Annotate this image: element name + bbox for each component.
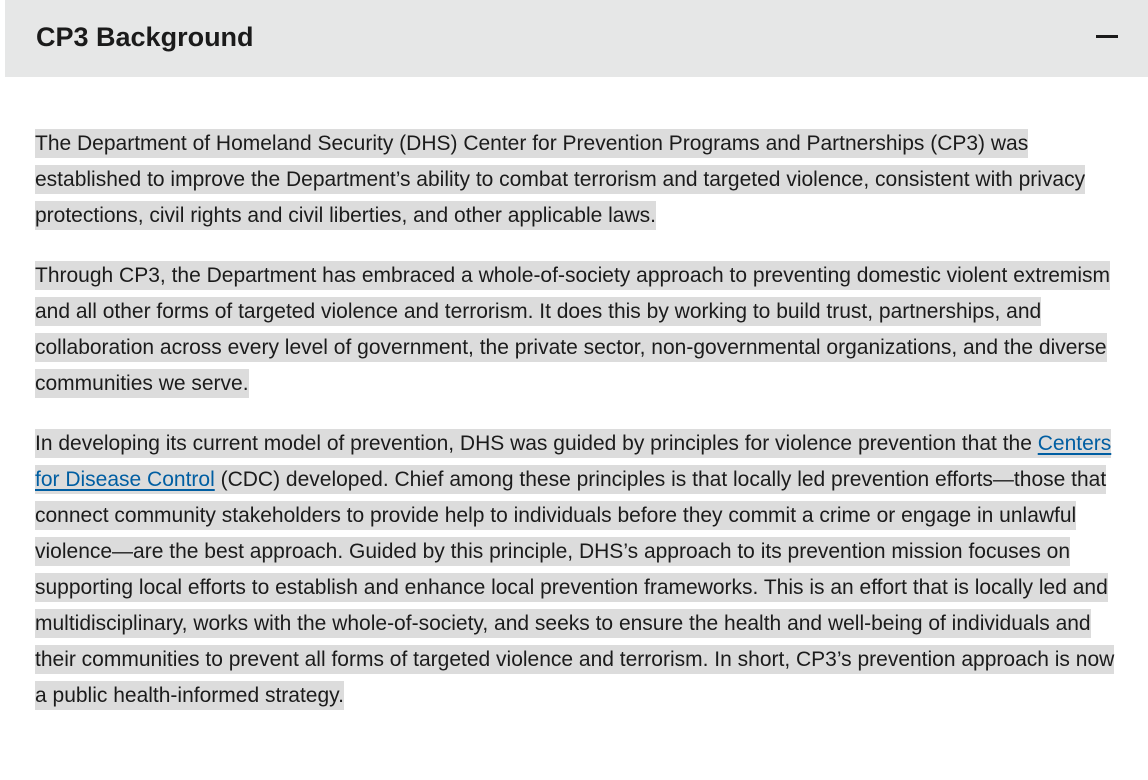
- paragraph-2-text: Through CP3, the Department has embraced a whole-of-society approach to preventing domestic violent extremism and all other forms of targeted violence and terrorism. It does this by working to build trust, partnerships, and collaboration across every level of government, the private sector, non-governmental organizations, and the diverse communities we serve.: [35, 261, 1110, 398]
- paragraph-3-text: [35, 429, 1114, 710]
- paragraph-3: [35, 426, 1115, 714]
- accordion-content: [35, 126, 1115, 738]
- paragraph-1-text: The Department of Homeland Security (DHS) Center for Prevention Programs and Partnerships (CP3) was established to improve the Department’s ability to combat terrorism and targeted violence, consistent with privacy protections, civil rights and civil liberties, and other applicable laws.: [35, 129, 1085, 230]
- paragraph-2: [35, 258, 1115, 402]
- accordion-header-button[interactable]: [5, 0, 1148, 77]
- paragraph-3-text-after: (CDC) developed. Chief among these principles is that locally led prevention efforts—those that connect community stakeholders to provide help to individuals before they commit a crime or engage in unlawful violence—are the best approach. Guided by this principle, DHS’s approach to its prevention mission focuses on supporting local efforts to establish and enhance local prevention frameworks. This is an effort that is locally led and multidisciplinary, works with the whole-of-society, and seeks to ensure the health and well-being of individuals and their communities to prevent all forms of targeted violence and terrorism. In short, CP3’s prevention approach is now a public health-informed strategy.: [35, 468, 1115, 707]
- minus-icon[interactable]: [1096, 35, 1118, 39]
- paragraph-1: [35, 126, 1115, 234]
- paragraph-3-text-before: In developing its current model of prevention, DHS was guided by principles for violence prevention that the: [35, 432, 1038, 455]
- accordion-title: CP3 Background: [36, 21, 254, 52]
- cdc-link[interactable]: Centers for Disease Control: [35, 432, 1112, 491]
